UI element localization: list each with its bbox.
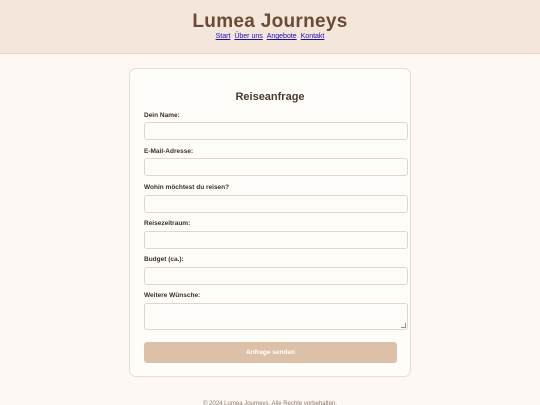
travel-period-label: Reisezeitraum: bbox=[144, 220, 191, 227]
nav-link-start[interactable]: Start bbox=[215, 33, 231, 40]
destination-input[interactable] bbox=[144, 195, 408, 213]
budget-input[interactable] bbox=[144, 267, 408, 285]
email-input[interactable] bbox=[144, 158, 408, 176]
site-title: Lumea Journeys bbox=[192, 11, 348, 32]
name-input[interactable] bbox=[144, 122, 408, 140]
travel-period-input[interactable] bbox=[144, 231, 408, 249]
name-label: Dein Name: bbox=[144, 112, 180, 119]
form-title: Reiseanfrage bbox=[235, 91, 305, 103]
nav-link-contact[interactable]: Kontakt bbox=[300, 33, 325, 40]
resize-handle-icon[interactable] bbox=[401, 323, 406, 328]
wishes-label: Weitere Wünsche: bbox=[144, 292, 201, 299]
destination-label: Wohin möchtest du reisen? bbox=[144, 184, 230, 191]
main-nav bbox=[0, 32, 540, 41]
site-header bbox=[0, 0, 540, 54]
nav-link-about[interactable]: Über uns bbox=[234, 33, 263, 40]
footer-text: © 2024 Lumea Journeys. Alle Rechte vorbehalten. bbox=[203, 401, 337, 405]
budget-label: Budget (ca.): bbox=[144, 256, 184, 263]
nav-link-offers[interactable]: Angebote bbox=[266, 33, 297, 40]
email-label: E-Mail-Adresse: bbox=[144, 148, 194, 155]
submit-button[interactable]: Anfrage senden bbox=[144, 342, 397, 363]
inquiry-form-card bbox=[129, 68, 411, 377]
wishes-textarea[interactable] bbox=[144, 303, 408, 330]
